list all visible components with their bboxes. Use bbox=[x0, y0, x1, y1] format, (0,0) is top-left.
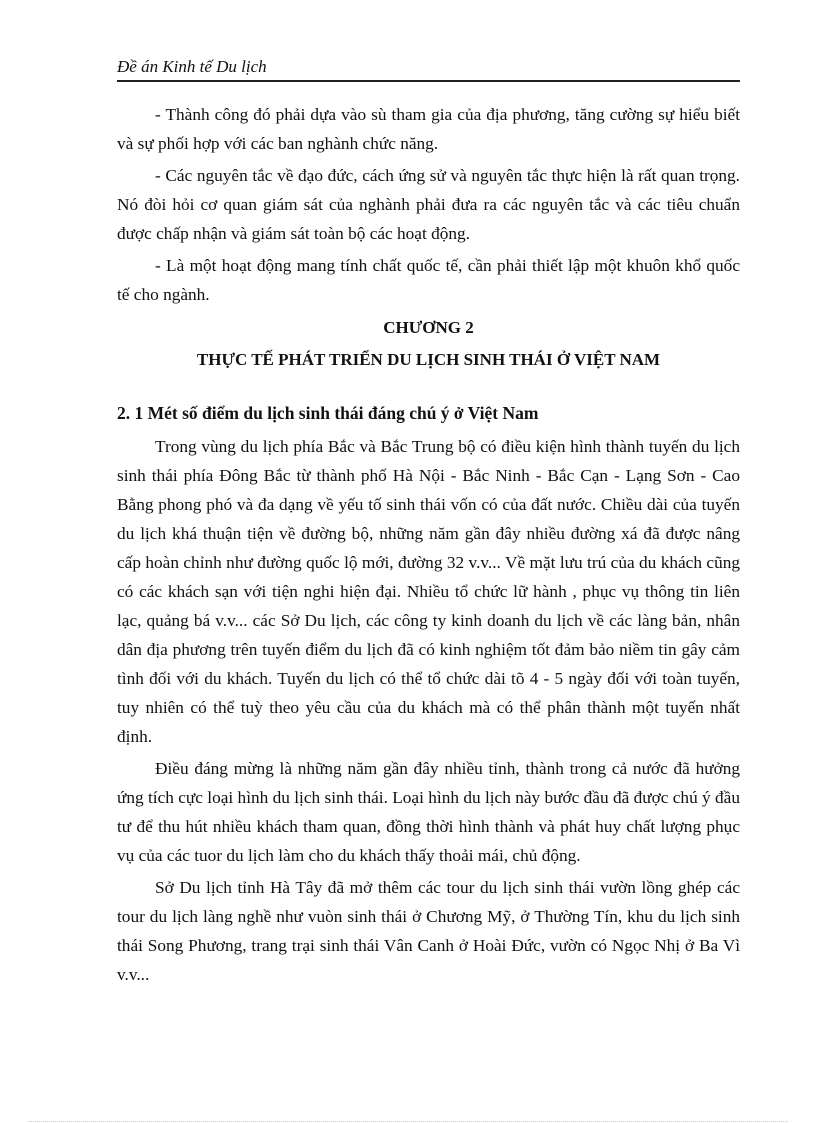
bullet-paragraph-1: - Thành công đó phải dựa vào sù tham gia của địa phương, tăng cường sự hiểu biết và sự phối hợp với các ban nghành chức năng. bbox=[117, 105, 740, 153]
body-paragraph-1: Trong vùng du lịch phía Bắc và Bắc Trung bộ có điều kiện hình thành tuyến du lịch sinh thái phía Đông Bắc từ thành phố Hà Nội - Bắc Ninh - Bắc Cạn - Lạng Sơn - Cao Bằng phong phó và đa dạng về yếu tố sinh thái vốn có của đất nước. Chiều dài của tuyến du lịch khá thuận tiện về đường bộ, những năm gần đây nhiều đường xá đã được nâng cấp hoàn chỉnh như đường quốc lộ mới, đường 32 v.v... Về mặt lưu trú của du khách cũng có các khách sạn với tiện nghi hiện đại. Nhiều tổ chức lữ hành , phục vụ thông tin liên lạc, quảng bá v.v... các Sở Du lịch, các công ty kinh doanh du lịch về các làng bản, nhân dân địa phương trên tuyến điểm du lịch đã có kinh nghiệm tốt đảm bảo niềm tin gây cảm tình đối với du khách. Tuyến du lịch có thể tổ chức dài tõ 4 - 5 ngày đối với toàn tuyến, tuy nhiên có thể tuỳ theo yêu cầu của du khách mà có thể phân thành một tuyến nhất định. bbox=[117, 437, 740, 746]
bullet-paragraph-2: - Các nguyên tắc về đạo đức, cách ứng sử và nguyên tắc thực hiện là rất quan trọng. Nó đòi hỏi cơ quan giám sát của nghành phải đưa ra các nguyên tắc và các tiêu chuẩn được chấp nhận và giám sát toàn bộ các hoạt động. bbox=[117, 166, 740, 243]
chapter-title: THỰC TẾ PHÁT TRIỂN DU LỊCH SINH THÁI Ở VIỆT NAM bbox=[196, 350, 661, 369]
bullet-paragraph-3: - Là một hoạt động mang tính chất quốc tế, cần phải thiết lập một khuôn khổ quốc tế cho ngành. bbox=[117, 256, 740, 304]
body-paragraph-3: Sở Du lịch tỉnh Hà Tây đã mở thêm các tour du lịch sinh thái vườn lồng ghép các tour du lịch làng nghề như vuòn sinh thái ở Chương Mỹ, ở Thường Tín, khu du lịch sinh thái Song Phương, trang trại sinh thái Vân Canh ở Hoài Đức, vườn có Ngọc Nhị ở Ba Vì v.v... bbox=[117, 878, 740, 984]
document-body bbox=[117, 100, 740, 992]
section-heading: 2. 1 Mét số điểm du lịch sinh thái đáng chú ý ở Việt Nam bbox=[117, 403, 539, 423]
page-header bbox=[117, 56, 740, 82]
header-title: Đề án Kinh tế Du lịch bbox=[117, 57, 267, 76]
chapter-label: CHƯƠNG 2 bbox=[383, 318, 474, 337]
page-bottom-divider bbox=[28, 1121, 788, 1122]
body-paragraph-2: Điều đáng mừng là những năm gần đây nhiều tỉnh, thành trong cả nước đã hưởng ứng tích cực loại hình du lịch sinh thái. Loại hình du lịch này bước đầu đã được chú ý đầu tư để thu hút nhiều khách tham quan, đồng thời hình thành và phát huy chất lượng phục vụ của các tuor du lịch làm cho du khách thấy thoải mái, chủ động. bbox=[117, 759, 740, 865]
